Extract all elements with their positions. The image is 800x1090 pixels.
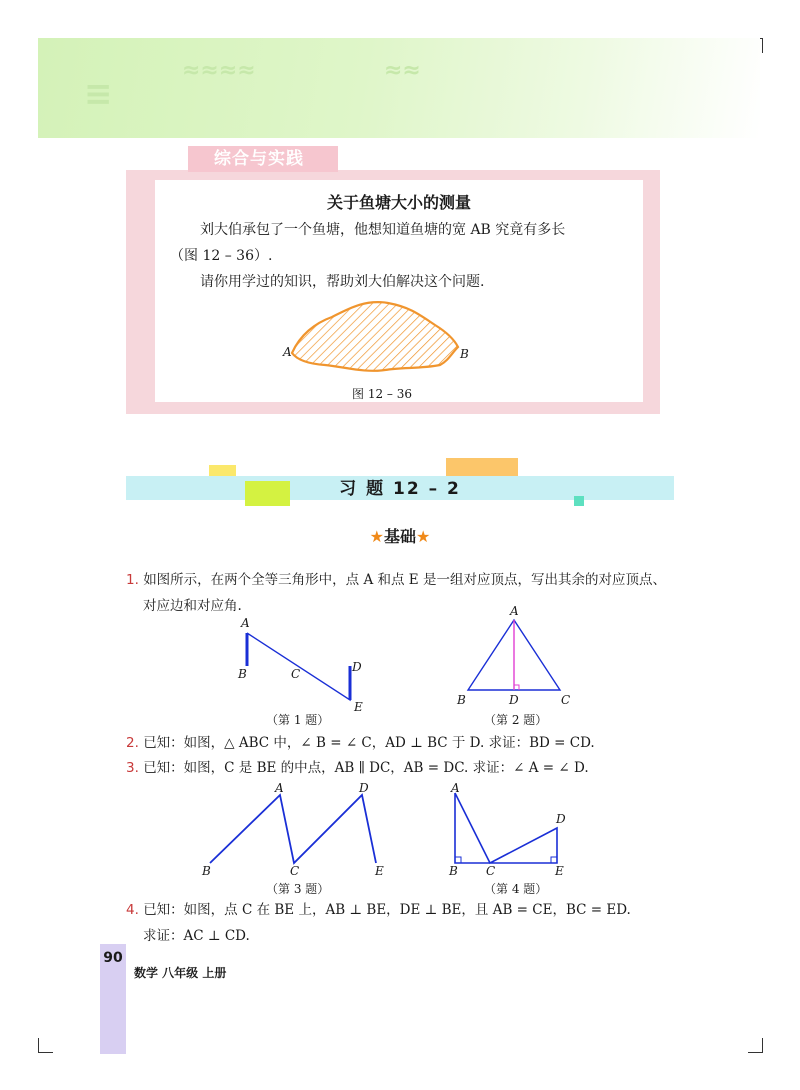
question-2 xyxy=(126,733,595,753)
question-1-line2: 对应边和对应角. xyxy=(143,598,242,614)
star-icon: ★ xyxy=(369,527,384,546)
fig2-label: C xyxy=(561,693,571,707)
fig1-label: A xyxy=(241,616,250,630)
exercise-title: 习 题 12 – 2 xyxy=(339,479,461,499)
question-3 xyxy=(126,758,589,778)
crop-mark-bottom-left xyxy=(38,1038,53,1053)
fig3-label: A xyxy=(275,781,284,795)
fig3-caption: （第 3 题） xyxy=(266,882,330,896)
question-1-line1 xyxy=(126,570,666,590)
practice-tab: 综合与实践 xyxy=(188,146,338,172)
fig3-label: B xyxy=(202,864,211,878)
question-number: 4. xyxy=(126,902,139,918)
fig1-label: E xyxy=(354,700,363,714)
top-decorative-band xyxy=(38,38,760,138)
fig2-label: A xyxy=(510,604,519,618)
fig4-label: C xyxy=(486,864,496,878)
fig1-caption: （第 1 题） xyxy=(266,713,330,727)
band-decor-mark: ≈≈ xyxy=(384,58,421,83)
fig2-label: B xyxy=(457,693,466,707)
star-icon: ★ xyxy=(416,527,431,546)
pond-figure xyxy=(270,295,490,380)
pond-figure-caption: 图 12 – 36 xyxy=(352,387,412,401)
figure-3 xyxy=(200,785,390,870)
question-4-line1 xyxy=(126,900,631,920)
question-number: 2. xyxy=(126,735,139,751)
figure-2 xyxy=(460,612,570,697)
fig2-label: D xyxy=(509,693,519,707)
question-text: 已知：如图，C 是 BE 的中点，AB ∥ DC，AB = DC. 求证：∠ A = ∠ D. xyxy=(143,760,589,776)
pond-label-b: B xyxy=(460,347,469,361)
fig4-caption: （第 4 题） xyxy=(484,882,548,896)
fig3-label: D xyxy=(359,781,369,795)
fig3-label: C xyxy=(290,864,300,878)
fig1-label: C xyxy=(291,667,301,681)
practice-title: 关于鱼塘大小的测量 xyxy=(326,193,471,212)
fig4-label: B xyxy=(449,864,458,878)
section-heading xyxy=(0,524,800,547)
practice-para1-line2: （图 12 – 36）. xyxy=(170,248,273,264)
fig1-label: B xyxy=(238,667,247,681)
fig2-caption: （第 2 题） xyxy=(484,713,548,727)
question-number: 1. xyxy=(126,572,139,588)
figure-1 xyxy=(240,620,370,710)
pond-label-a: A xyxy=(283,345,292,359)
fig4-label: E xyxy=(555,864,564,878)
question-text: 如图所示，在两个全等三角形中，点 A 和点 E 是一组对应顶点，写出其余的对应顶点、 xyxy=(143,572,666,588)
question-number: 3. xyxy=(126,760,139,776)
figure-4 xyxy=(445,785,570,870)
decor-block-orange xyxy=(446,458,518,476)
fig4-label: A xyxy=(451,781,460,795)
page-number: 90 xyxy=(103,950,123,966)
practice-para2: 请你用学过的知识，帮助刘大伯解决这个问题. xyxy=(200,274,485,290)
practice-para1-line1: 刘大伯承包了一个鱼塘，他想知道鱼塘的宽 AB 究竟有多长 xyxy=(200,222,566,238)
band-decor-mark: ≈≈≈≈ xyxy=(182,58,256,83)
fig3-label: E xyxy=(375,864,384,878)
crop-mark-bottom-right xyxy=(748,1038,763,1053)
question-text: 已知：如图，△ ABC 中，∠ B = ∠ C，AD ⊥ BC 于 D. 求证：BD = CD. xyxy=(143,735,595,751)
book-title: 数学 八年级 上册 xyxy=(134,966,227,980)
section-label: 基础 xyxy=(383,527,416,546)
band-decor-mark: ≡ xyxy=(84,74,113,114)
fig1-label: D xyxy=(352,660,362,674)
fig4-label: D xyxy=(556,812,566,826)
question-4-line2: 求证：AC ⊥ CD. xyxy=(143,928,250,944)
question-text: 已知：如图，点 C 在 BE 上，AB ⊥ BE，DE ⊥ BE，且 AB = CE，BC = ED. xyxy=(143,902,631,918)
